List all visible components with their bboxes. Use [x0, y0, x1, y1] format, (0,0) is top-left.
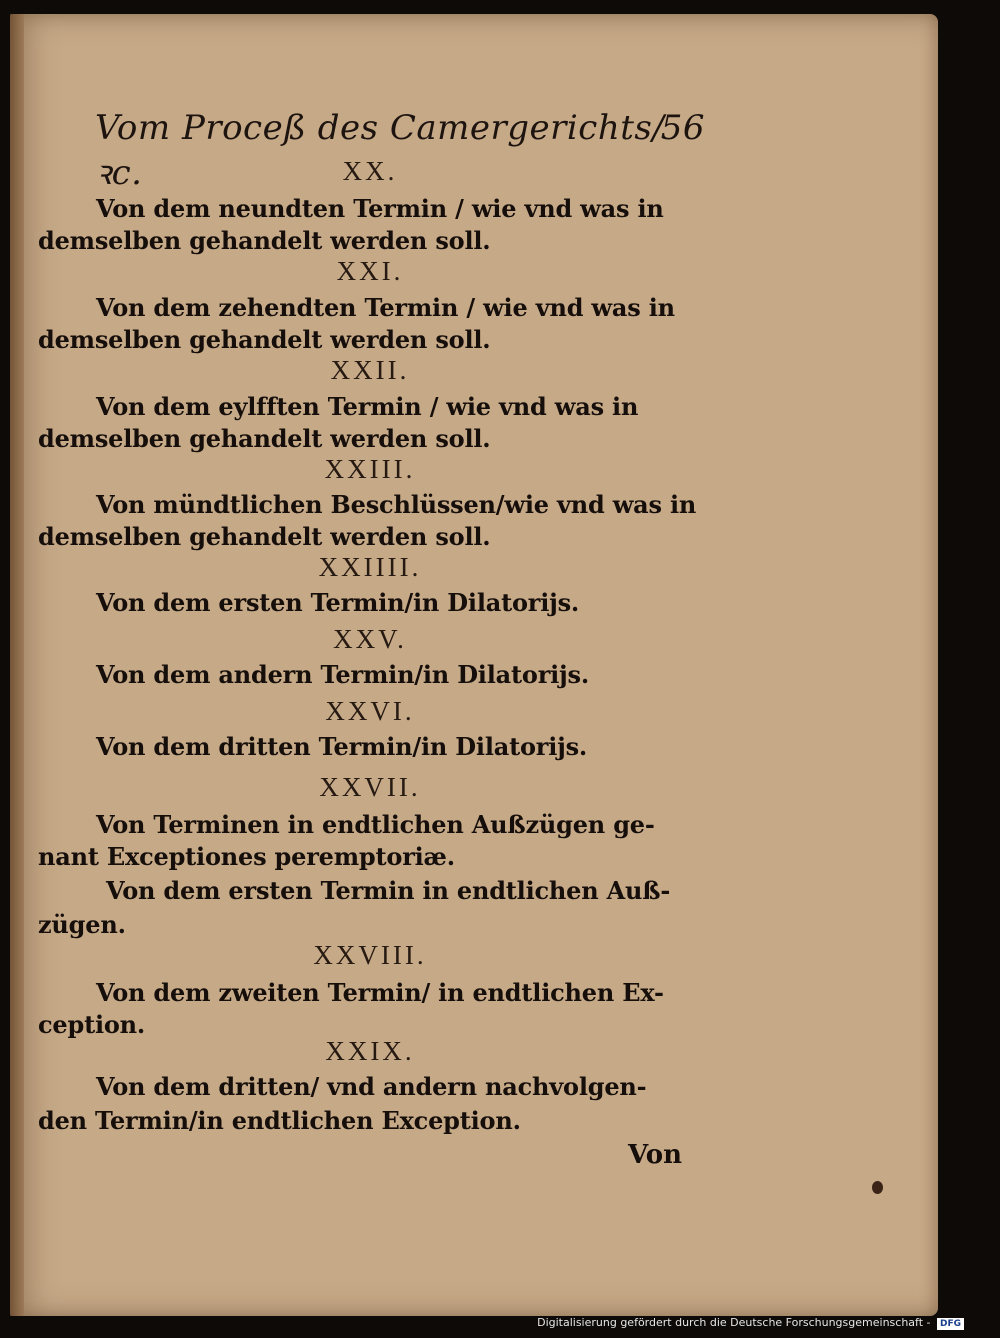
entry-line: ception. — [38, 1010, 146, 1039]
entry-number: XXIII. — [324, 454, 416, 484]
entry-line: demselben gehandelt werden soll. — [38, 522, 491, 551]
entry-line: zügen. — [38, 910, 126, 939]
entry-line: demselben gehandelt werden soll. — [38, 226, 491, 255]
entry-line: demselben gehandelt werden soll. — [38, 325, 491, 354]
catchword: Von — [628, 1140, 683, 1170]
entry-line: demselben gehandelt werden soll. — [38, 424, 491, 453]
ink-spot — [872, 1181, 883, 1194]
folio-number: 56 — [660, 108, 705, 148]
entry-number: XXVI. — [325, 696, 415, 726]
credit-text: Digitalisierung gefördert durch die Deutsche Forschungsgemeinschaft - — [537, 1316, 931, 1329]
entry-number: XXV. — [333, 624, 407, 654]
entry-number: XXVIII. — [313, 940, 427, 970]
page-binding-edge — [10, 14, 24, 1316]
entry-line: Von dem zweiten Termin/ in endtlichen Ex- — [96, 978, 664, 1007]
entry-line: Von dem dritten/ vnd andern nachvolgen- — [96, 1072, 647, 1101]
entry-number: XXII. — [330, 355, 410, 385]
entry-line: Von dem neundten Termin / wie vnd was in — [96, 194, 664, 223]
entry-line: Von dem ersten Termin in endtlichen Auß- — [106, 876, 671, 905]
entry-line: Von dem ersten Termin/in Dilatorijs. — [96, 588, 580, 617]
entry-line: Von Terminen in endtlichen Außzügen ge- — [96, 810, 655, 839]
entry-number: XXIX. — [325, 1036, 415, 1066]
entry-number: XX. — [342, 156, 398, 186]
entry-line: Von mündtlichen Beschlüssen/wie vnd was in — [96, 490, 697, 519]
entry-line: den Termin/in endtlichen Exception. — [38, 1106, 521, 1135]
entry-line: nant Exceptiones peremptoriæ. — [38, 842, 455, 871]
entry-line: Von dem eylfften Termin / wie vnd was in — [96, 392, 639, 421]
entry-line: Von dem zehendten Termin / wie vnd was in — [96, 293, 675, 322]
entry-line: Von dem andern Termin/in Dilatorijs. — [96, 660, 590, 689]
entry-number: XXI. — [336, 256, 404, 286]
dfg-logo-icon: DFG — [937, 1318, 964, 1330]
entry-number: XXVII. — [319, 772, 421, 802]
entry-line: Von dem dritten Termin/in Dilatorijs. — [96, 732, 588, 761]
digitization-credit — [537, 1316, 964, 1332]
running-head-title: Vom Proceß des Camergerichts/ꝛc. — [95, 108, 665, 193]
entry-number: XXIIII. — [318, 552, 422, 582]
